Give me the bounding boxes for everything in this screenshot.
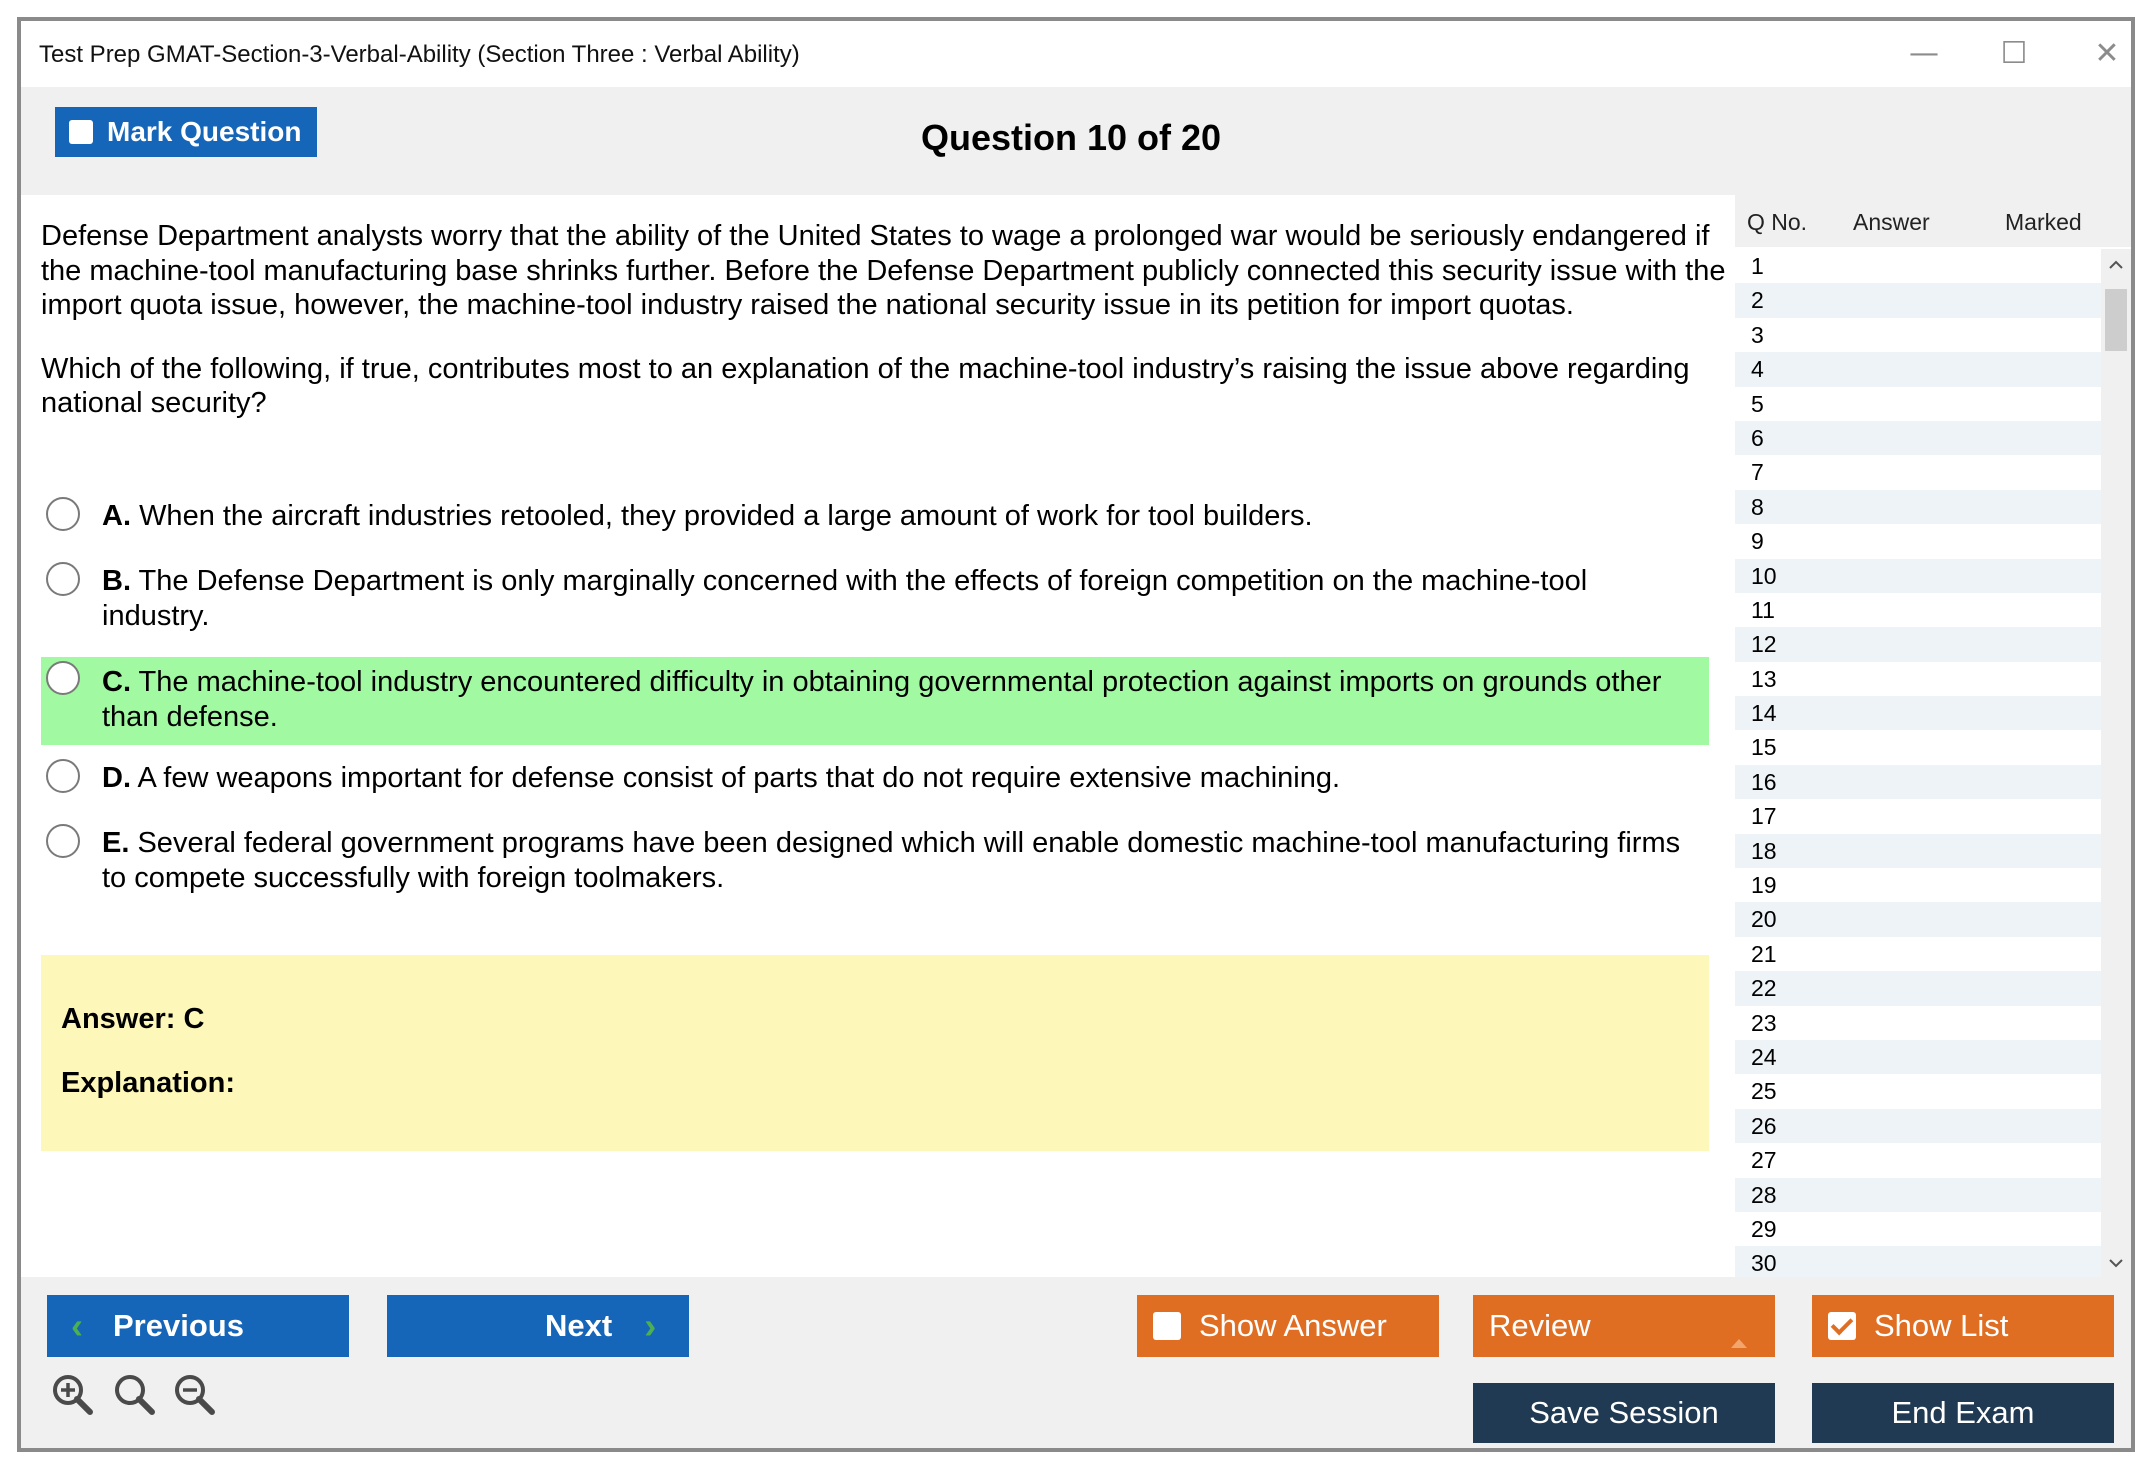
question-row-29[interactable]: 29 (1751, 1215, 1777, 1242)
question-pane (21, 195, 1733, 1277)
question-list-header (1735, 195, 2131, 247)
review-dropdown[interactable] (1473, 1295, 1775, 1357)
question-prompt: Which of the following, if true, contributes most to an explanation of the machine-tool industry’s raising the issue above regarding national security? (41, 352, 1690, 419)
question-row-13[interactable]: 13 (1751, 665, 1777, 692)
save-session-button[interactable] (1473, 1383, 1775, 1443)
option-d[interactable] (41, 757, 1709, 797)
option-e-letter: E. (102, 827, 130, 859)
question-row-22[interactable]: 22 (1735, 971, 2101, 1005)
question-row-6[interactable]: 6 (1735, 421, 2101, 455)
question-row-8[interactable]: 8 (1735, 490, 2101, 524)
mark-question-label: Mark Question (107, 116, 302, 147)
question-row-15[interactable]: 15 (1751, 734, 1777, 761)
close-button[interactable]: ✕ (2094, 36, 2120, 71)
scroll-down-icon[interactable] (2101, 1247, 2131, 1277)
question-row-19[interactable]: 19 (1751, 872, 1777, 899)
question-row-5[interactable]: 5 (1751, 390, 1764, 417)
option-a-letter: A. (102, 500, 131, 532)
option-c[interactable] (41, 657, 1709, 745)
question-row-9[interactable]: 9 (1751, 528, 1764, 555)
question-row-28[interactable]: 28 (1735, 1178, 2101, 1212)
option-e-body: Several federal government programs have been designed which will enable domestic machine-tool manufacturing firms to compete successfully with foreign toolmakers. (102, 827, 1681, 894)
option-b-text (102, 564, 1702, 633)
option-a-text (102, 499, 1702, 534)
next-label: Next (545, 1308, 613, 1343)
question-row-30[interactable]: 30 (1735, 1246, 2101, 1280)
zoom-out-icon[interactable] (172, 1372, 216, 1416)
column-qno[interactable]: Q No. (1747, 209, 1808, 235)
show-list-checkbox-icon[interactable] (1828, 1312, 1856, 1340)
question-counter: Question 10 of 20 (921, 117, 1222, 158)
option-c-letter: C. (102, 666, 131, 698)
save-session-label: Save Session (1529, 1395, 1719, 1430)
question-row-2[interactable]: 2 (1735, 283, 2101, 317)
option-b[interactable] (41, 560, 1709, 635)
chevron-left-icon: ‹ (71, 1305, 83, 1346)
question-header (21, 87, 2131, 195)
question-row-11[interactable]: 11 (1751, 596, 1775, 623)
question-row-27[interactable]: 27 (1751, 1147, 1777, 1174)
show-answer-label: Show Answer (1199, 1308, 1387, 1343)
app-window (17, 17, 2135, 1452)
question-row-24[interactable]: 24 (1735, 1040, 2101, 1074)
question-row-16[interactable]: 16 (1735, 765, 2101, 799)
footer-toolbar (21, 1277, 2131, 1452)
title-bar (21, 21, 2131, 87)
option-b-body: The Defense Department is only marginally concerned with the effects of foreign competition on the machine-tool industry. (102, 565, 1588, 632)
option-d-radio[interactable] (46, 759, 80, 793)
option-c-radio[interactable] (46, 661, 80, 695)
question-row-4[interactable]: 4 (1735, 352, 2101, 386)
question-row-18[interactable]: 18 (1735, 834, 2101, 868)
option-e-text (102, 826, 1702, 895)
question-row-7[interactable]: 7 (1751, 459, 1764, 486)
question-passage: Defense Department analysts worry that the ability of the United States to wage a prolonged war would be seriously endangered if the machine-tool manufacturing base shrinks further. Before the Defense Department publicly connected this security issue with the import quota issue, however, the machine-tool industry raised the national security issue in its petition for import quotas. (41, 220, 1726, 321)
minimize-button[interactable]: — (1909, 36, 1939, 71)
mark-checkbox-icon[interactable] (69, 120, 93, 144)
question-list-scrollbar[interactable] (2101, 249, 2131, 1277)
scrollbar-thumb[interactable] (2105, 289, 2127, 351)
mark-question-button[interactable] (55, 107, 317, 157)
scroll-up-icon[interactable] (2101, 249, 2131, 279)
option-e[interactable] (41, 822, 1709, 897)
maximize-button[interactable]: ☐ (2000, 36, 2028, 71)
previous-label: Previous (113, 1308, 244, 1343)
question-row-10[interactable]: 10 (1735, 559, 2101, 593)
option-d-text (102, 761, 1702, 796)
column-marked[interactable]: Marked (2005, 209, 2082, 235)
end-exam-button[interactable] (1812, 1383, 2114, 1443)
end-exam-label: End Exam (1891, 1395, 2035, 1430)
next-button[interactable] (387, 1295, 689, 1357)
question-row-14[interactable]: 14 (1735, 696, 2101, 730)
show-answer-button[interactable] (1137, 1295, 1439, 1357)
question-row-23[interactable]: 23 (1751, 1009, 1777, 1036)
option-d-letter: D. (102, 762, 131, 794)
question-row-12[interactable]: 12 (1735, 627, 2101, 661)
option-a[interactable] (41, 495, 1709, 535)
column-answer[interactable]: Answer (1853, 209, 1930, 235)
option-a-body: When the aircraft industries retooled, they provided a large amount of work for tool builders. (139, 500, 1313, 532)
zoom-in-icon[interactable] (50, 1372, 94, 1416)
show-answer-checkbox-icon[interactable] (1153, 1312, 1181, 1340)
option-c-text (102, 665, 1702, 734)
question-stem (41, 219, 1731, 450)
chevron-right-icon: › (644, 1305, 657, 1346)
review-label: Review (1489, 1308, 1591, 1343)
question-list (1735, 195, 2131, 1277)
option-b-radio[interactable] (46, 562, 80, 596)
option-c-body: The machine-tool industry encountered difficulty in obtaining governmental protection against imports on grounds other than defense. (102, 666, 1662, 733)
option-d-body: A few weapons important for defense consist of parts that do not require extensive machining. (137, 762, 1341, 794)
answer-panel (41, 955, 1709, 1151)
show-list-button[interactable] (1812, 1295, 2114, 1357)
question-list-rows (1735, 249, 2101, 1281)
show-list-label: Show List (1874, 1308, 2009, 1343)
explanation-label: Explanation: (61, 1067, 236, 1099)
window-title: Test Prep GMAT-Section-3-Verbal-Ability (Section Three : Verbal Ability) (39, 41, 800, 68)
question-row-1[interactable]: 1 (1751, 253, 1764, 279)
previous-button[interactable] (47, 1295, 349, 1357)
question-row-26[interactable]: 26 (1735, 1109, 2101, 1143)
question-row-3[interactable]: 3 (1751, 321, 1764, 348)
zoom-reset-icon[interactable] (112, 1372, 156, 1416)
question-row-25[interactable]: 25 (1751, 1078, 1777, 1105)
question-row-20[interactable]: 20 (1735, 902, 2101, 936)
option-a-radio[interactable] (46, 497, 80, 531)
question-row-17[interactable]: 17 (1751, 803, 1777, 830)
caret-up-icon (1729, 1321, 1749, 1357)
answer-label: Answer: C (61, 1003, 205, 1035)
question-row-21[interactable]: 21 (1751, 940, 1777, 967)
option-b-letter: B. (102, 565, 131, 597)
option-e-radio[interactable] (46, 824, 80, 858)
